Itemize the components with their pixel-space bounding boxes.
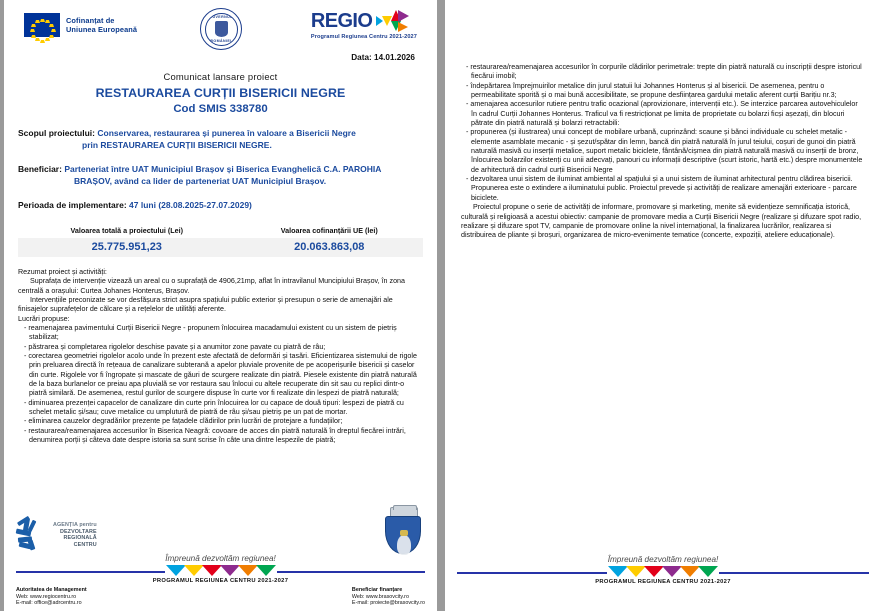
- page-right: [445, 0, 881, 611]
- eu-logo-text: [66, 16, 137, 34]
- list-item: - păstrarea și completarea rigolelor deschise pavate și a anumitor zone pavate cu piatră de râu;: [18, 343, 423, 352]
- list-item: - corectarea geometriei rigolelor acolo unde în prezent este afectată de deformări și tasări. Eficientizarea sistemului de rigole prin preluarea directă în rețeaua de canalizare subterană a apelor pluviale provenite de pe acoperișurile bisericii și caselor din curte. Rigolele vor fi îngropate și mascate de găuri de scurgere realizate din piatră. Piesele existente din piatră naturală de la baza burlanelor ce preiau apa pluvială se vor restaura sau înlocui cu altele recuperate din sit sau cu replici dintr-o piatră similară. De asemenea, restul gurilor de scurgere dispuse în curte vor fi realizate din lespezi de piatră naturală;: [18, 352, 423, 399]
- contact-authority-web[interactable]: Web: www.regiocentru.ro: [16, 593, 77, 600]
- right-footer-spacer: [455, 551, 871, 555]
- table-header-eu: Valoarea cofinanțării UE (lei): [236, 226, 423, 238]
- crest-shield: [385, 516, 421, 554]
- table-header-total: Valoarea totală a proiectului (Lei): [18, 226, 236, 238]
- summary-paragraph-2: Intervențiile preconizate se vor desfășura strict asupra spațiului public exterior și presupun o serie de amenajări ale finisajelor suprafețelor de călcare și a rețelelor de utilități aferente.: [18, 296, 393, 314]
- beneficiary-value-line2: BRAȘOV, având ca lider de parteneriat UAT Municipiul Brașov.: [74, 175, 327, 186]
- eu-logo-line2: Uniunea Europeană: [66, 25, 138, 34]
- regio-mark-icon: [376, 10, 409, 32]
- footer-program-line: PROGRAMUL REGIUNEA CENTRU 2021-2027: [595, 579, 731, 585]
- adr-centru-logo-icon: [16, 518, 97, 552]
- list-item: - restaurarea/reamenajarea accesurilor în Biserica Neagră: covoare de acces din piatră naturală în dreptul fiecărei intrări, denumirea porții și câteva date despre istoria sa sunt scrise în câte una dintre lespezile de piatră;: [18, 427, 423, 446]
- footer-slogan: Împreună dezvoltăm regiunea!: [607, 555, 719, 564]
- document-date: Data: 14.01.2026: [351, 53, 415, 62]
- table-row: [18, 238, 423, 257]
- left-bullet-list: [18, 324, 423, 445]
- adr-logo-line4: CENTRU: [73, 541, 97, 548]
- contact-beneficiary-email[interactable]: E-mail: proiecte@brasovcity.ro: [351, 600, 425, 607]
- contact-beneficiary: [352, 587, 425, 607]
- footer-program-line: PROGRAMUL REGIUNEA CENTRU 2021-2027: [152, 578, 289, 585]
- works-heading: Lucrări propuse:: [18, 314, 70, 323]
- list-item: - restaurarea/reamenajarea accesurilor în corpurile clădirilor perimetrale: trepte din piatră naturală cu inscripții despre istoricul fiecărui imobil;: [461, 63, 865, 82]
- gov-seal-top-text: GUVERNUL: [209, 14, 233, 19]
- adr-logo-line3: REGIONALĂ: [63, 535, 97, 542]
- beneficiary-value-line1: Parteneriat între UAT Municipiul Brașov și Biserica Evanghelică C.A. PAROHIA: [64, 164, 382, 175]
- project-values-table: [18, 226, 423, 257]
- table-cell-total-value: 25.775.951,23: [18, 238, 236, 257]
- contact-authority: [16, 587, 87, 607]
- list-item: - diminuarea prezenței capacelor de canalizare din curte prin înlocuirea lor cu capace de două tipuri: lespezi de piatră cu schelet metalic și/sau; cuve metalice cu umplutură de piatră de râu și/sau pietriș pe un pat de mortar.: [18, 399, 423, 418]
- table-cell-eu-value: 20.063.863,08: [236, 238, 423, 257]
- eu-logo-line1: Cofinanțat de: [66, 15, 115, 25]
- scope-value-line2: prin RESTAURAREA CURȚII BISERICII NEGRE.: [82, 139, 272, 150]
- beneficiary-field: [18, 164, 423, 187]
- implementation-period-field: [18, 200, 423, 212]
- regio-subtitle: Programul Regiunea Centru 2021-2027: [310, 34, 417, 40]
- scope-value-line1: Conservarea, restaurarea și punerea în valoare a Bisericii Negre: [97, 128, 356, 138]
- romanian-government-seal-icon: [200, 8, 242, 50]
- list-item: - propunerea (și ilustrarea) unui concept de mobilare urbană, cuprinzând: scaune și bănci individuale cu schelet metalic - elemente asamblate mecanic - și șezut/spătar din lemn, bancă din piatră naturală în jurul teiului, coșuri de gunoi din piatră naturală masivă cu inserții metalice, suport metalic biciclete, fântână/cișmea din piatră naturală masivă cu inserții de bronz, înlocuirea bolarzilor existenți cu unii adecvați, panouri cu informații descriptive (scurt istoric, hartă etc.) despre monumentele de arhitectură din cadrul curții Bisericii Negre: [461, 128, 865, 175]
- period-label: Perioada de implementare:: [18, 200, 127, 211]
- adr-logo-line1: AGENȚIA pentru: [53, 522, 97, 529]
- brasov-coat-of-arms-icon: [385, 506, 421, 554]
- table-header-row: [18, 226, 423, 238]
- contact-beneficiary-web[interactable]: Web: www.brasovcity.ro: [351, 593, 409, 600]
- right-page-footer: [445, 551, 881, 611]
- gov-seal-bottom-text: ROMÂNIEI: [210, 39, 232, 44]
- contact-authority-title: Autoritatea de Management: [16, 587, 87, 594]
- period-value: 47 luni (28.08.2025-27.07.2029): [129, 200, 252, 211]
- list-item: - eliminarea cauzelor degradărilor prezente pe fațadele clădirilor prin lucrări de protejare a fundațiilor;: [18, 417, 423, 426]
- list-item: - amenajarea accesurilor rutiere pentru trafic ocazional (aprovizionare, intervenții etc.). Se interzice parcarea autovehiculelor în cadrul Curții Johannes Honterus. Traficul va fi restricționat pe limita de proprietate cu bolarzi ficși așezați, din blocuri pătrate din piatră naturală și bolarzi retractabili:: [461, 100, 865, 128]
- eu-flag-icon: [24, 13, 60, 37]
- footer-chevrons-icon: [607, 566, 719, 577]
- footer-contacts: [14, 587, 427, 607]
- scope-label: Scopul proiectului:: [18, 128, 95, 138]
- crest-figure: [397, 535, 411, 555]
- footer-logo-row: [14, 504, 427, 554]
- right-body-copy: [461, 63, 865, 241]
- comunicat-label: Comunicat lansare proiect: [163, 71, 278, 82]
- left-body-copy: [18, 268, 423, 446]
- left-page-footer: [4, 504, 437, 611]
- project-scope-field: [18, 128, 423, 151]
- right-bullet-list: [461, 63, 865, 203]
- beneficiary-label: Beneficiar:: [18, 164, 62, 175]
- summary-paragraph-1: Suprafața de intervenție vizează un areal cu o suprafață de 4906,21mp, aflat în intravilanul Muncipiului Brașov, în zona centrală a orașului: Curtea Johanes Honterus, Brașov.: [18, 277, 405, 295]
- closing-paragraph: Proiectul propune o serie de activități de informare, promovare și marketing, menite să evidențieze semnificația istorică, culturală și religioasă a acestui obiectiv: campanie de promovare media a Curții Bisericii Negre (realizare și difuzare spot radio, realizare și difuzare spot TV, campanie de promovare online la nivel internațional, la finalizarea lucrărilor, realizarea si distribuirea de pliante și broșuri, organizarea de micro-evenimente tematice (concerte, expoziții, ateliere educaționale).: [461, 203, 862, 240]
- footer-rule: [14, 565, 427, 577]
- page-left: [4, 0, 437, 611]
- list-item: - reamenajarea pavimentului Curții Bisericii Negre - propunem înlocuirea macadamului existent cu un sistem de pietriș stabilizat;: [18, 324, 423, 343]
- contact-beneficiary-title: Beneficiar finanțare: [351, 587, 403, 594]
- contact-authority-email[interactable]: E-mail: office@adrcentru.ro: [16, 600, 82, 607]
- regio-logo-icon: [311, 10, 417, 40]
- summary-heading: Rezumat proiect și activități:: [18, 267, 107, 276]
- adr-logo-line2: DEZVOLTARE: [59, 528, 97, 535]
- smis-code: Cod SMIS 338780: [173, 103, 268, 115]
- list-item: - îndepărtarea împrejmuirilor metalice din jurul statuii lui Johannes Honterus și al bisericii. De asemenea, pentru o permeabilitate sporită și o mai bună accesibilitate, se propune desființarea gardului metalic aferent curții Barițiu nr.3;: [461, 82, 865, 101]
- footer-rule: [455, 566, 871, 578]
- eu-cofinancing-logo: [24, 13, 137, 37]
- list-item: - dezvoltarea unui sistem de iluminat ambiental al spațiului și a unui sistem de iluminat arhitectural pentru clădirea bisericii. Propunerea este o extindere a iluminatului public. Proiectul prevede și activități de realizare amenajări exterioare - parcare biciclete.: [461, 175, 865, 203]
- regio-wordmark: REGIO: [310, 10, 373, 32]
- adr-mark-icon: [16, 518, 50, 552]
- header-logo-row: [18, 6, 423, 52]
- footer-slogan: Împreună dezvoltăm regiunea!: [165, 554, 276, 564]
- gov-seal-crest: [215, 21, 228, 37]
- page-title: RESTAURAREA CURȚII BISERICII NEGRE: [95, 86, 346, 100]
- footer-chevrons-icon: [165, 565, 277, 576]
- adr-logo-text: [53, 522, 97, 548]
